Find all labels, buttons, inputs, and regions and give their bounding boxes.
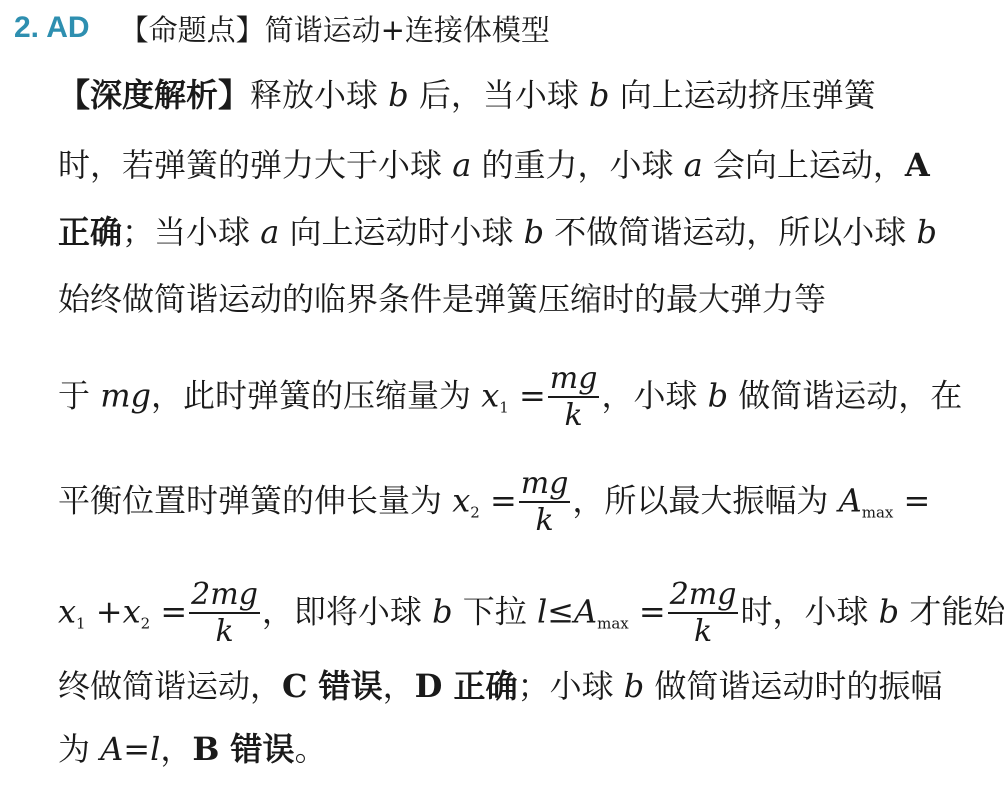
- var-mg: mg: [100, 376, 152, 415]
- option-c: C: [282, 667, 308, 705]
- text-segment: 后，当小球: [408, 76, 590, 114]
- var-A: A: [100, 730, 124, 768]
- text-segment: 平衡位置时弹簧的伸长量为: [58, 481, 453, 520]
- equals-sign: =: [479, 481, 517, 520]
- fraction: [668, 578, 739, 650]
- fraction-numerator: mg: [520, 466, 569, 501]
- var-b: b: [623, 667, 645, 705]
- analysis-line-5: [58, 362, 962, 434]
- fraction-denominator: k: [564, 398, 583, 433]
- var-a: a: [683, 146, 703, 184]
- text-segment: 做简谐运动时的振幅: [644, 667, 943, 705]
- wrong-mark: 错误: [307, 667, 383, 705]
- analysis-line-2: [58, 145, 930, 185]
- correct-mark: 正确: [442, 667, 518, 705]
- analysis-line-9: [58, 729, 327, 769]
- var-b: b: [589, 76, 610, 114]
- fraction-denominator: k: [535, 503, 554, 538]
- text-segment: 向上运动挤压弹簧: [609, 76, 876, 114]
- less-equal-sign: ≤: [547, 592, 574, 631]
- fraction-numerator: mg: [549, 361, 598, 396]
- text-segment: ，: [382, 667, 415, 705]
- answer-label: 2. AD: [14, 11, 90, 44]
- wrong-mark: 错误: [219, 730, 295, 768]
- text-segment: ，: [160, 730, 193, 768]
- subscript: 2: [470, 503, 480, 522]
- text-segment: 于: [58, 376, 101, 415]
- header: [14, 8, 550, 48]
- var-A: A: [573, 592, 598, 631]
- subscript: 1: [76, 614, 86, 633]
- text-segment: 下拉: [452, 592, 537, 631]
- fraction: [548, 362, 600, 434]
- text-segment: ；当小球: [122, 213, 261, 251]
- fraction-denominator: k: [215, 614, 234, 649]
- text-segment: 时，小球: [740, 592, 879, 631]
- text-segment: ，所以最大振幅为: [572, 481, 839, 520]
- var-x: x: [122, 592, 141, 631]
- text-segment: 始终做简谐运动的临界条件是弹簧压缩时的最大弹力等: [58, 280, 827, 318]
- fraction: [189, 578, 260, 650]
- equals-sign: =: [628, 592, 666, 631]
- option-b: B: [192, 730, 220, 768]
- analysis-label: 【深度解析】: [58, 76, 251, 114]
- fraction-numerator: 2mg: [669, 577, 737, 612]
- text-segment: 做简谐运动，在: [728, 376, 963, 415]
- text-segment: 为: [58, 730, 101, 768]
- option-a: A: [904, 146, 930, 184]
- var-x: x: [452, 481, 471, 520]
- text-segment: 向上运动时小球: [279, 213, 524, 251]
- fraction-numerator: 2mg: [191, 577, 258, 612]
- subscript: max: [597, 614, 629, 633]
- subscript: 1: [499, 398, 509, 417]
- text-segment: 终做简谐运动，: [58, 667, 283, 705]
- var-b: b: [388, 76, 409, 114]
- var-a: a: [260, 213, 280, 251]
- equals-sign: =: [123, 730, 151, 768]
- equals-sign: =: [150, 592, 188, 631]
- analysis-line-4: [58, 279, 826, 319]
- fraction: [519, 467, 571, 539]
- var-l: l: [150, 730, 161, 768]
- text-segment: ，小球: [601, 376, 708, 415]
- analysis-line-8: [58, 666, 942, 706]
- var-b: b: [523, 213, 545, 251]
- correct-mark: 正确: [58, 213, 123, 251]
- option-d: D: [414, 667, 443, 705]
- var-l: l: [536, 592, 548, 631]
- plus-sign: +: [85, 592, 123, 631]
- text-segment: 释放小球: [250, 76, 389, 114]
- text-segment: 时，若弹簧的弹力大于小球: [58, 146, 453, 184]
- analysis-line-1: [58, 75, 876, 115]
- var-x: x: [58, 592, 77, 631]
- topic-tag: 【命题点】简谐运动+连接体模型: [119, 12, 550, 47]
- var-b: b: [878, 592, 900, 631]
- subscript: max: [861, 503, 894, 522]
- equals-sign: =: [893, 481, 931, 520]
- text-segment: 的重力，小球: [471, 146, 684, 184]
- text-segment: ；小球: [517, 667, 624, 705]
- text-segment: 才能始: [899, 592, 1005, 631]
- text-segment: ，即将小球: [261, 592, 433, 631]
- text-segment: 不做简谐运动，所以小球: [544, 213, 917, 251]
- subscript: 2: [140, 614, 151, 633]
- text-segment: 会向上运动，: [702, 146, 905, 184]
- analysis-line-7: [58, 578, 1005, 650]
- analysis-line-6: [58, 467, 930, 539]
- var-a: a: [452, 146, 472, 184]
- analysis-line-3: [58, 212, 937, 252]
- fraction-denominator: k: [694, 614, 713, 649]
- equals-sign: =: [508, 376, 546, 415]
- var-b: b: [916, 213, 937, 251]
- text-segment: ，此时弹簧的压缩量为: [151, 376, 482, 415]
- text-segment: 。: [294, 730, 327, 768]
- var-b: b: [707, 376, 729, 415]
- var-b: b: [432, 592, 453, 631]
- var-A: A: [838, 481, 862, 520]
- var-x: x: [481, 376, 500, 415]
